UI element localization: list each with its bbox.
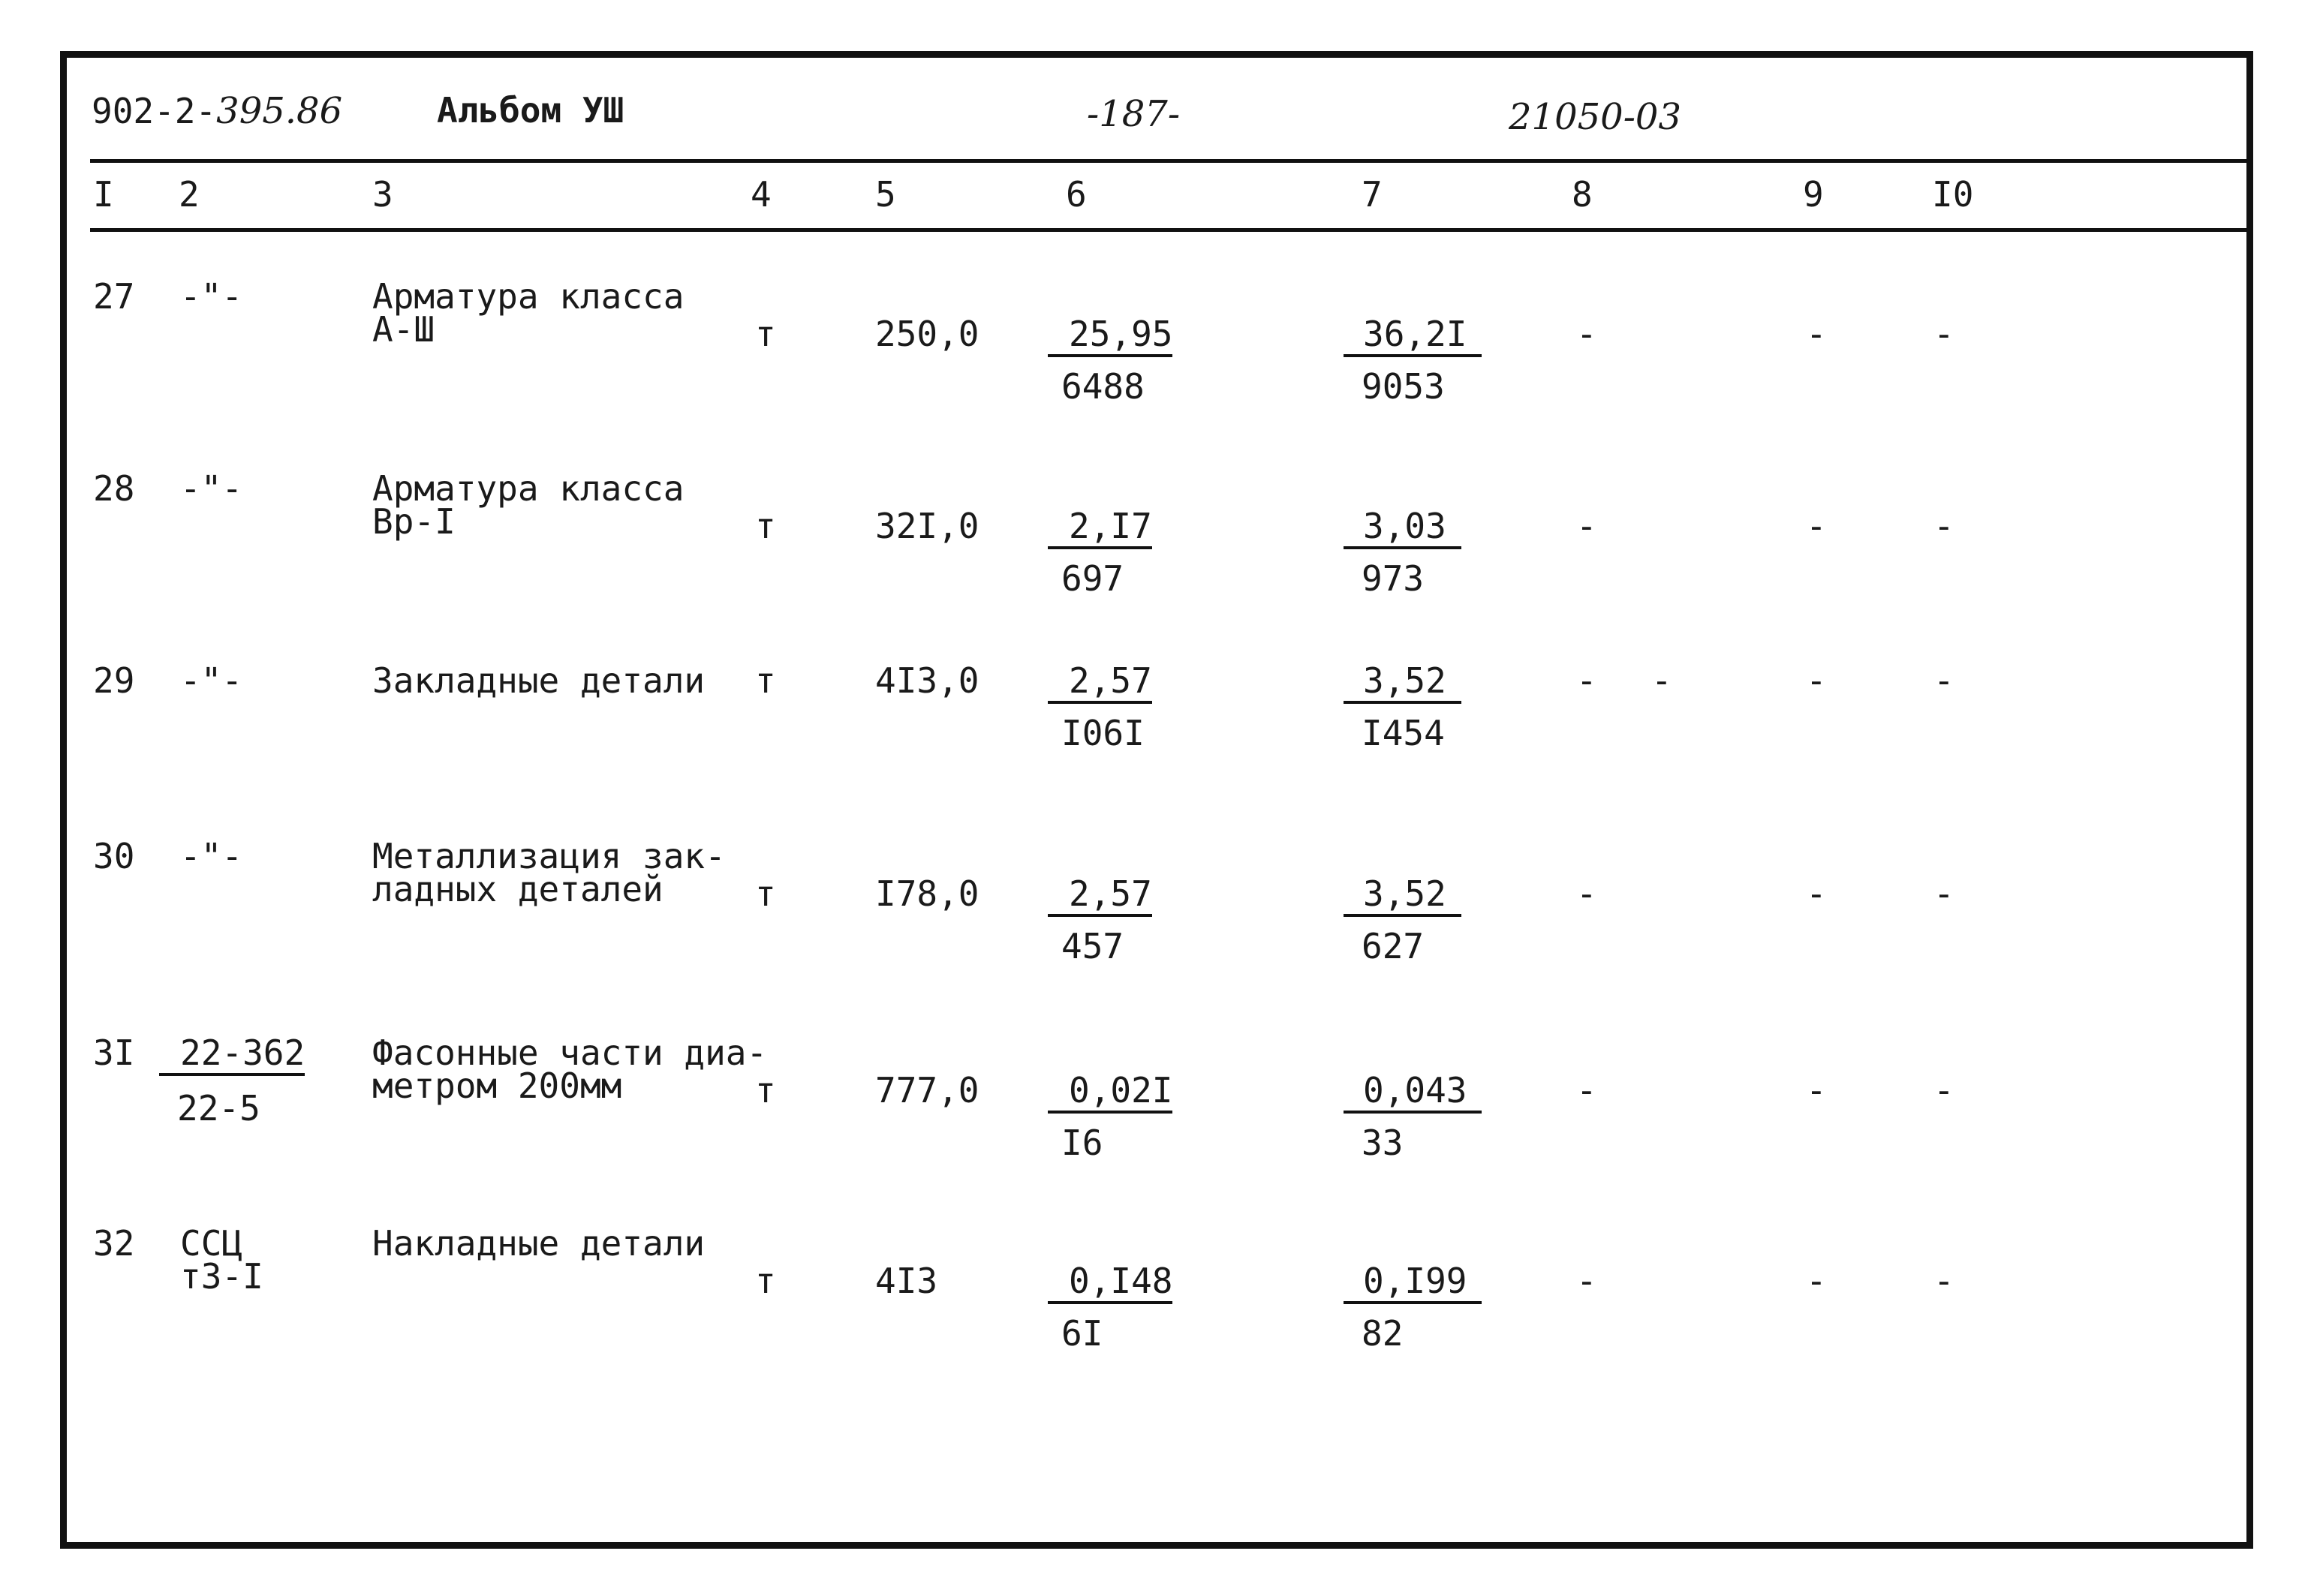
column-number-1: I xyxy=(93,174,114,215)
col9-value: - xyxy=(1806,1070,1827,1111)
page-number: -187- xyxy=(1087,93,1181,135)
col7-total: I454 xyxy=(1362,713,1445,753)
col10-value: - xyxy=(1933,1261,1954,1301)
column-number-4: 4 xyxy=(751,174,772,215)
header-rule-top xyxy=(90,159,2252,163)
col6-total: 6I xyxy=(1061,1313,1103,1354)
item-name-line-1: Арматура класса xyxy=(372,276,685,317)
col10-value: - xyxy=(1933,314,1954,354)
col7-total: 82 xyxy=(1362,1313,1404,1354)
col9-value: - xyxy=(1806,506,1827,546)
col7-value: 3,52 xyxy=(1344,876,1461,917)
col9-value: - xyxy=(1806,314,1827,354)
ref-top: 22-362 xyxy=(159,1035,305,1076)
item-name-line-2: ладных деталей xyxy=(372,869,664,909)
col7-value: 36,2I xyxy=(1344,317,1482,357)
ref-line-1: -"- xyxy=(180,660,243,701)
ref-line-1: -"- xyxy=(180,276,243,317)
ref-line-2: т3-I xyxy=(180,1256,263,1297)
col10-value: - xyxy=(1933,873,1954,914)
col10-value: - xyxy=(1933,660,1954,701)
col7-value: 3,03 xyxy=(1344,509,1461,549)
col8-value: - xyxy=(1576,873,1597,914)
col6-total: 697 xyxy=(1061,558,1124,599)
item-name-line-2: А-Ш xyxy=(372,309,435,350)
item-name-line-1: Арматура класса xyxy=(372,468,685,509)
col10-value: - xyxy=(1933,506,1954,546)
col7-value: 0,043 xyxy=(1344,1073,1482,1114)
row-number: 3I xyxy=(93,1032,135,1073)
item-name-line-1: Фасонные части диа- xyxy=(372,1032,768,1073)
row-number: 28 xyxy=(93,468,135,509)
col8-value: - xyxy=(1576,1261,1597,1301)
unit-price: 32I,0 xyxy=(875,506,979,546)
unit: т xyxy=(755,873,776,914)
row-number: 30 xyxy=(93,836,135,876)
unit-price: 250,0 xyxy=(875,314,979,354)
col7-value: 0,I99 xyxy=(1344,1264,1482,1304)
item-name-line-1: Металлизация зак- xyxy=(372,836,726,876)
row-number: 29 xyxy=(93,660,135,701)
col9-value: - xyxy=(1806,660,1827,701)
header-rule-bottom xyxy=(90,228,2252,232)
col7-total: 9053 xyxy=(1362,366,1445,407)
doc-number-printed: 902-2- xyxy=(92,91,217,131)
unit-price: 4I3 xyxy=(875,1261,938,1301)
column-number-2: 2 xyxy=(179,174,200,215)
row-number: 27 xyxy=(93,276,135,317)
col8-extra-value: - xyxy=(1651,660,1672,701)
album-label: Альбом УШ xyxy=(437,90,624,131)
item-name-line-2: Вр-I xyxy=(372,501,456,542)
item-name-line-1: Закладные детали xyxy=(372,660,706,701)
row-number: 32 xyxy=(93,1223,135,1264)
col6-value: 2,I7 xyxy=(1048,509,1152,549)
unit: т xyxy=(755,314,776,354)
unit-price: I78,0 xyxy=(875,873,979,914)
col6-value: 2,57 xyxy=(1048,876,1152,917)
doc-number-handwritten: 395.86 xyxy=(216,90,343,132)
col8-value: - xyxy=(1576,314,1597,354)
col8-value: - xyxy=(1576,1070,1597,1111)
col9-value: - xyxy=(1806,1261,1827,1301)
unit: т xyxy=(755,506,776,546)
document-code: 21050-03 xyxy=(1509,96,1681,138)
unit: т xyxy=(755,1070,776,1111)
col6-value: 2,57 xyxy=(1048,663,1152,704)
item-name-line-1: Накладные детали xyxy=(372,1223,706,1264)
col7-total: 627 xyxy=(1362,926,1425,966)
column-number-10: I0 xyxy=(1932,174,1974,215)
col6-total: 457 xyxy=(1061,926,1124,966)
ref-line-1: -"- xyxy=(180,468,243,509)
column-number-6: 6 xyxy=(1066,174,1087,215)
col7-total: 973 xyxy=(1362,558,1425,599)
column-number-8: 8 xyxy=(1572,174,1593,215)
item-name-line-2: метром 200мм xyxy=(372,1066,622,1106)
col10-value: - xyxy=(1933,1070,1954,1111)
col8-value: - xyxy=(1576,660,1597,701)
column-number-7: 7 xyxy=(1362,174,1383,215)
col6-value: 25,95 xyxy=(1048,317,1172,357)
col7-total: 33 xyxy=(1362,1123,1404,1163)
column-number-9: 9 xyxy=(1803,174,1824,215)
ref-line-1: ССЦ xyxy=(180,1223,243,1264)
col6-total: 6488 xyxy=(1061,366,1145,407)
col6-value: 0,I48 xyxy=(1048,1264,1172,1304)
column-number-5: 5 xyxy=(875,174,896,215)
col6-total: I6 xyxy=(1061,1123,1103,1163)
col8-value: - xyxy=(1576,506,1597,546)
ref-line-1: -"- xyxy=(180,836,243,876)
col7-value: 3,52 xyxy=(1344,663,1461,704)
unit: т xyxy=(755,660,776,701)
col6-total: I06I xyxy=(1061,713,1145,753)
column-number-3: 3 xyxy=(372,174,393,215)
doc-number xyxy=(92,90,343,132)
col9-value: - xyxy=(1806,873,1827,914)
col6-value: 0,02I xyxy=(1048,1073,1172,1114)
unit-price: 4I3,0 xyxy=(875,660,979,701)
unit-price: 777,0 xyxy=(875,1070,979,1111)
ref-bottom: 22-5 xyxy=(177,1088,260,1129)
unit: т xyxy=(755,1261,776,1301)
